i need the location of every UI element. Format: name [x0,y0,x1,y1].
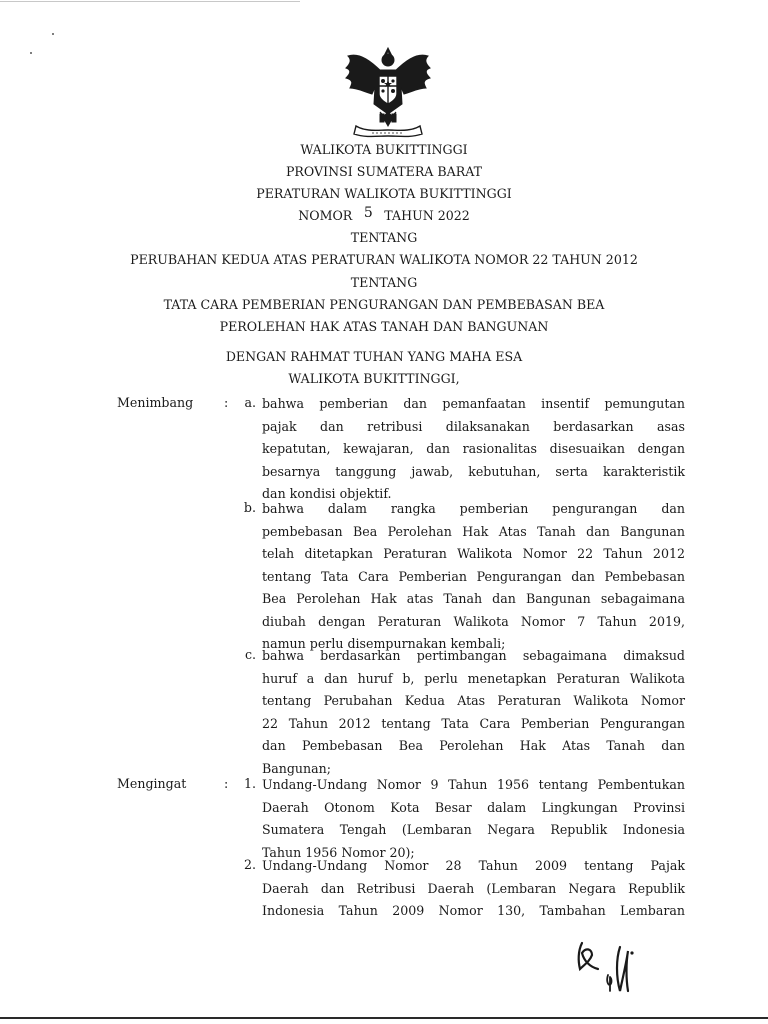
item-marker: a. [244,395,256,410]
nomor-number: 5 [363,205,373,222]
mengingat-item-1 [262,776,685,866]
nomor-label: NOMOR [298,208,353,224]
item-marker: b. [243,500,256,515]
garuda-emblem-icon [342,42,434,138]
text-line: telah ditetapkan Peraturan Walikota Nomor 22 Tahun 2012 [262,546,685,561]
opening-formula [0,349,768,393]
heading-line: WALIKOTA BUKITTINGGI [300,142,468,157]
regulation-heading [0,141,768,340]
item-marker: 1. [243,776,256,791]
mengingat-item-2 [262,857,685,925]
text-line: Daerah Otonom Kota Besar dalam Lingkungan Provinsi [262,799,685,815]
nomor-year: TAHUN 2022 [384,208,470,224]
menimbang-item-b [262,500,685,658]
handwritten-initial-signature [570,935,650,1005]
text-line: diubah dengan Peraturan Walikota Nomor 7 Tahun 2019, [262,613,685,629]
opening-line: DENGAN RAHMAT TUHAN YANG MAHA ESA [225,349,523,364]
text-line: bahwa berdasarkan pertimbangan sebagaimana dimaksud [262,648,685,663]
item-marker: 2. [243,857,256,872]
scan-speck [52,33,54,35]
text-line: Bangunan; [262,760,332,776]
text-line: Tahun 1956 Nomor 20); [262,844,415,860]
text-line: Indonesia Tahun 2009 Nomor 130, Tambahan Lembaran [262,903,685,918]
tentang-label: TENTANG [350,230,418,246]
text-line: pembebasan Bea Perolehan Hak Atas Tanah dan Bangunan [262,523,685,539]
menimbang-item-a [262,395,685,508]
text-line: bahwa dalam rangka pemberian pengurangan dan [262,501,685,516]
nomor-line [0,207,768,229]
text-line: tentang Tata Cara Pemberian Pengurangan dan Pembebasan [262,568,685,584]
regulation-subject: PEROLEHAN HAK ATAS TANAH DAN BANGUNAN [219,318,549,334]
text-line: namun perlu disempurnakan kembali; [262,636,506,651]
colon: : [224,776,229,791]
text-line: huruf a dan huruf b, perlu menetapkan Peraturan Walikota [262,670,685,686]
text-line: Bea Perolehan Hak atas Tanah dan Bangunan sebagaimana [262,591,685,606]
scan-edge-top [0,1,300,2]
text-line: tentang Perubahan Kedua Atas Peraturan Walikota Nomor [262,693,685,708]
text-line: Undang-Undang Nomor 9 Tahun 1956 tentang Pembentukan [262,777,685,792]
regulation-subject: PERUBAHAN KEDUA ATAS PERATURAN WALIKOTA NOMOR 22 TAHUN 2012 [130,252,638,268]
scan-speck [30,52,32,54]
menimbang-item-c [262,647,685,782]
tentang-label: TENTANG [350,274,418,290]
text-line: bahwa pemberian dan pemanfaatan insentif pemungutan [262,396,685,411]
heading-line: PERATURAN WALIKOTA BUKITTINGGI [256,186,512,202]
heading-line: PROVINSI SUMATERA BARAT [285,164,483,180]
text-line: besarnya tanggung jawab, kebutuhan, serta karakteristik [262,463,685,479]
text-line: dan kondisi objektif. [262,486,392,501]
opening-line: WALIKOTA BUKITTINGGI, [288,371,460,386]
mengingat-label: Mengingat [117,776,187,791]
text-line: pajak dan retribusi dilaksanakan berdasarkan asas [262,418,685,434]
regulation-subject: TATA CARA PEMBERIAN PENGURANGAN DAN PEMBEBASAN BEA [163,296,605,312]
text-line: Sumatera Tengah (Lembaran Negara Republik Indonesia [262,822,685,837]
item-marker: c. [244,647,256,662]
text-line: Undang-Undang Nomor 28 Tahun 2009 tentang Pajak [262,858,685,873]
menimbang-label: Menimbang [117,395,194,410]
text-line: dan Pembebasan Bea Perolehan Hak Atas Tanah dan [262,738,685,753]
text-line: 22 Tahun 2012 tentang Tata Cara Pemberian Pengurangan [262,715,685,731]
scan-edge-bottom [0,1017,768,1019]
text-line: kepatutan, kewajaran, dan rasionalitas disesuaikan dengan [262,441,685,456]
text-line: Daerah dan Retribusi Daerah (Lembaran Negara Republik [262,880,685,896]
colon: : [224,395,229,410]
